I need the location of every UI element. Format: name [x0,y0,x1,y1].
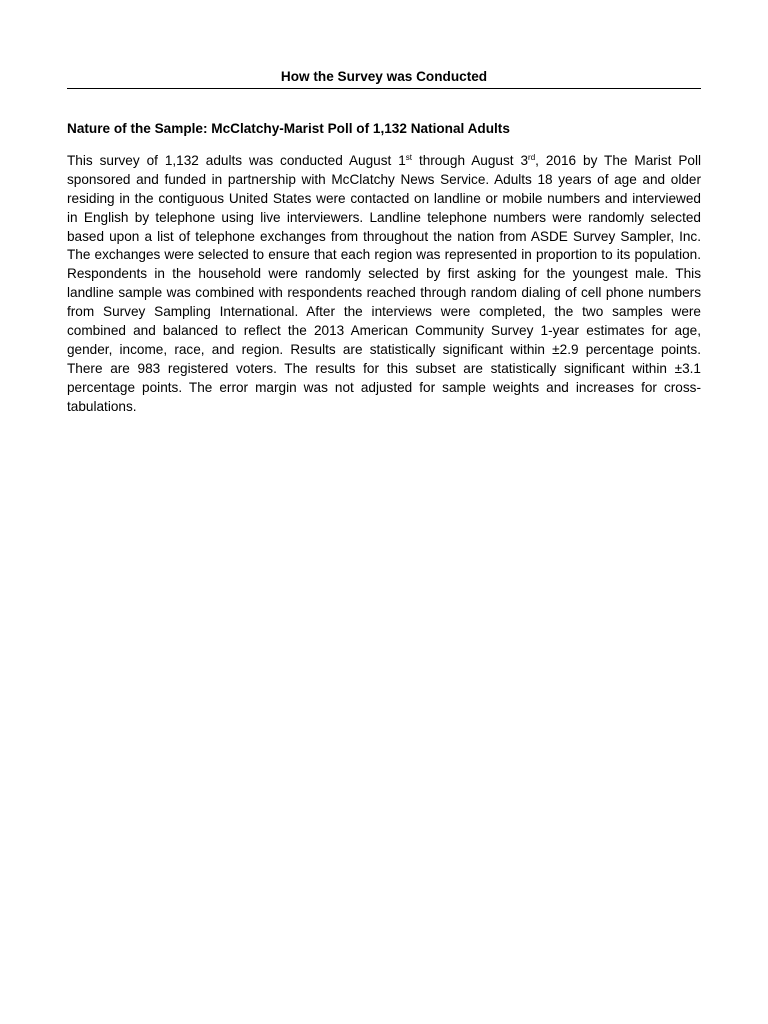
paragraph-line-12: There are 983 registered voters. The results for this subset are statistically significant within ±3.1 [67,360,701,376]
paragraph-line-13: percentage points. The error margin was not adjusted for sample weights and increases for cross- [67,379,701,395]
paragraph-line-5: based upon a list of telephone exchanges from throughout the nation from ASDE Survey Sampler, Inc. [67,228,701,244]
paragraph-line-11: gender, income, race, and region. Results are statistically significant within ±2.9 percentage points. [67,341,701,357]
methodology-paragraph [67,152,701,416]
paragraph-line-4: in English by telephone using live interviewers. Landline telephone numbers were randomly selected [67,209,701,225]
title-divider [67,88,701,89]
paragraph-line-7: Respondents in the household were randomly selected by first asking for the youngest male. This [67,266,701,282]
section-heading: Nature of the Sample: McClatchy-Marist Poll of 1,132 National Adults [67,121,510,136]
paragraph-line-6: The exchanges were selected to ensure that each region was represented in proportion to its population. [67,247,701,263]
document-title: How the Survey was Conducted [280,69,488,84]
paragraph-line-14: tabulations. [67,398,137,414]
paragraph-line-9: from Survey Sampling International. After the interviews were completed, the two samples were [67,304,701,320]
paragraph-line-1: This survey of 1,132 adults was conducted August 1st through August 3rd, 2016 by The Marist Poll [67,153,701,168]
paragraph-line-2: sponsored and funded in partnership with McClatchy News Service. Adults 18 years of age and older [67,171,701,187]
paragraph-line-8: landline sample was combined with respondents reached through random dialing of cell phone numbers [67,285,701,301]
paragraph-line-10: combined and balanced to reflect the 2013 American Community Survey 1-year estimates for age, [67,323,701,339]
ordinal-suffix: st [405,153,413,162]
paragraph-line-3: residing in the contiguous United States were contacted on landline or mobile numbers and interviewed [67,190,701,206]
ordinal-suffix: rd [528,153,536,162]
